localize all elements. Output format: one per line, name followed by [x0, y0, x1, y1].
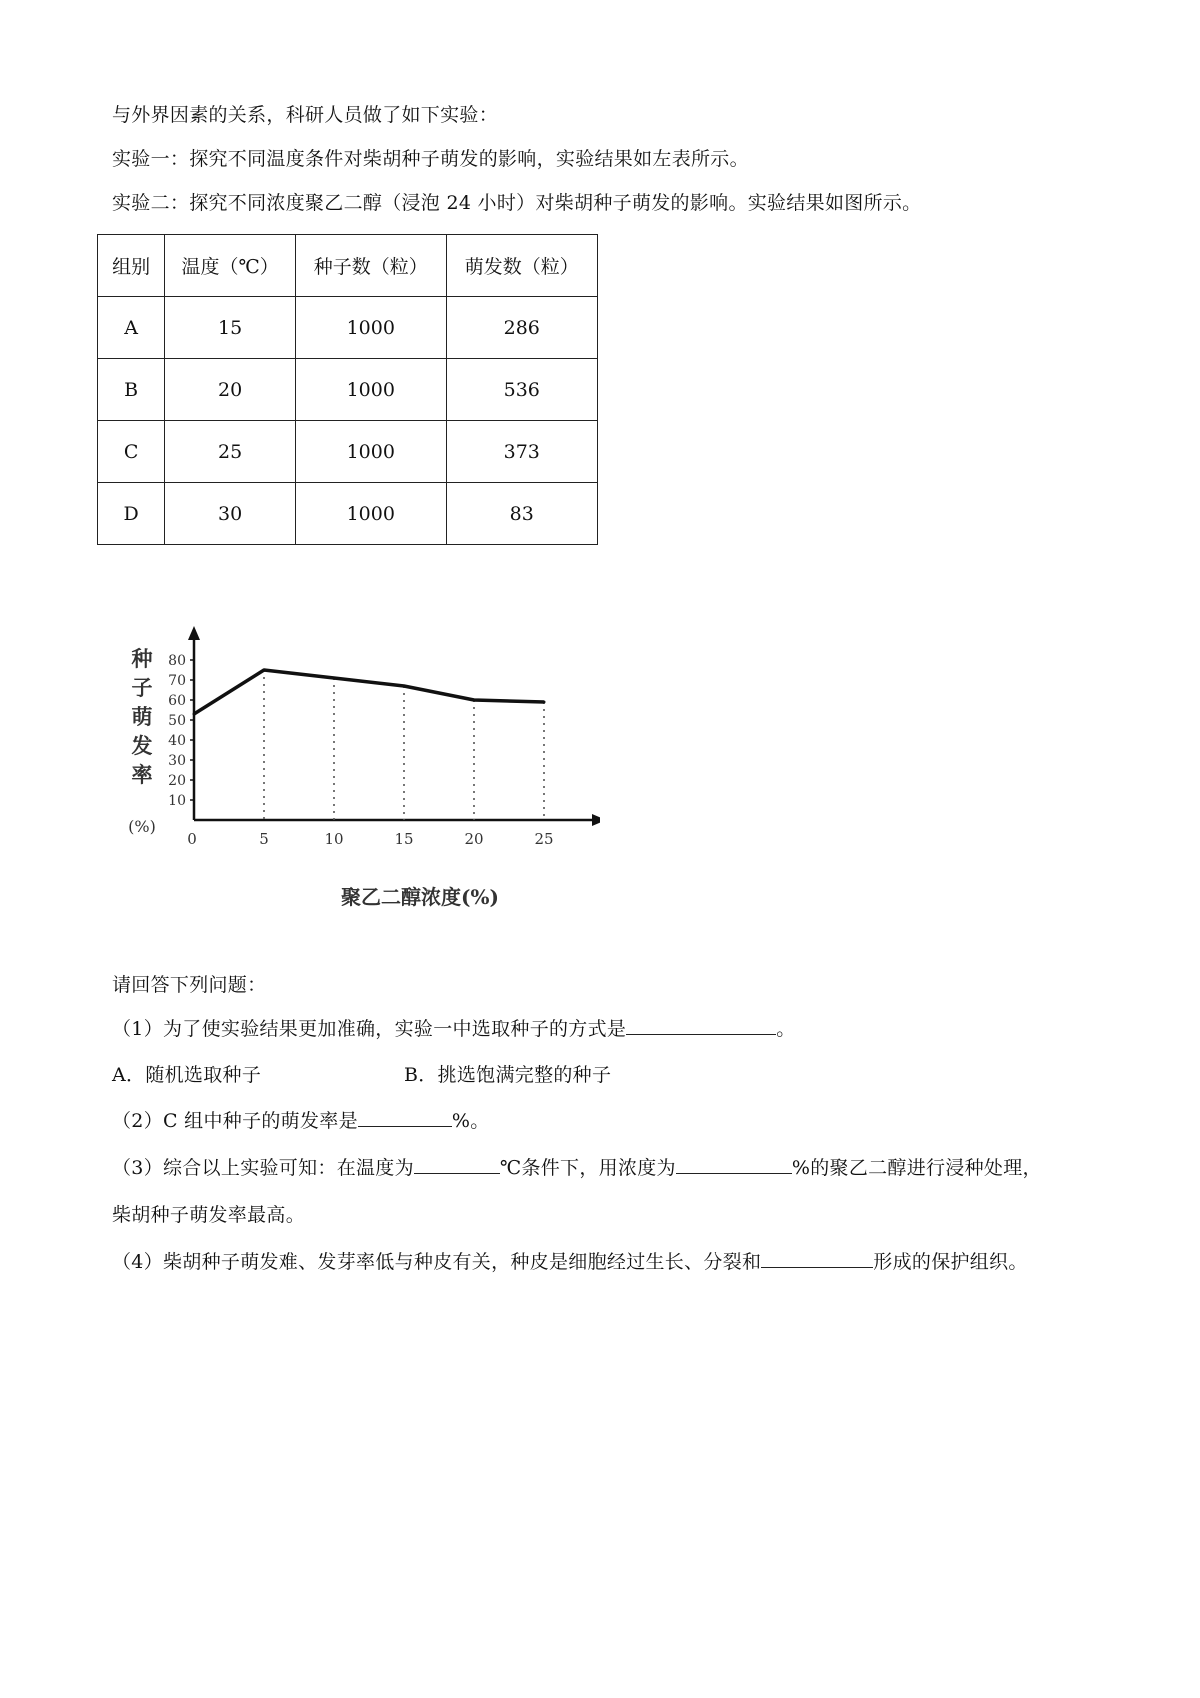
y-axis-label-char: 萌: [131, 704, 153, 729]
answer-blank-2[interactable]: [358, 1108, 452, 1127]
table-cell: 1000: [296, 297, 446, 359]
y-tick-label: 60: [168, 693, 186, 709]
table-header-row: [98, 235, 598, 297]
y-axis-label-char: 子: [131, 675, 153, 700]
table-header-cell: 温度（℃）: [165, 235, 296, 297]
y-tick-label: 20: [168, 773, 186, 789]
question-2-end: %。: [451, 1110, 490, 1132]
germination-rate-chart: [110, 620, 600, 920]
table-cell: 1000: [296, 421, 446, 483]
experiment-two-text: 实验二：探究不同浓度聚乙二醇（浸泡 24 小时）对柴胡种子萌发的影响。实验结果如图所示。: [112, 192, 922, 214]
data-point: [473, 699, 476, 702]
answer-blank-3b[interactable]: [676, 1155, 792, 1174]
table-cell: C: [98, 421, 165, 483]
table-row: [98, 359, 598, 421]
experiment-one-text: 实验一：探究不同温度条件对柴胡种子萌发的影响，实验结果如左表所示。: [112, 148, 749, 170]
y-tick-label: 50: [168, 713, 186, 729]
table-row: [98, 297, 598, 359]
option-a: A．随机选取种子: [112, 1064, 262, 1086]
y-axis-arrow: [188, 626, 200, 640]
table-cell: 83: [446, 483, 597, 545]
question-3: [112, 1153, 1042, 1180]
question-3-line-2: 柴胡种子萌发率最高。: [112, 1204, 306, 1226]
option-b: B．挑选饱满完整的种子: [404, 1064, 612, 1086]
question-4-text-a: （4）柴胡种子萌发难、发芽率低与种皮有关，种皮是细胞经过生长、分裂和: [112, 1251, 762, 1273]
question-4-text-b: 形成的保护组织。: [873, 1251, 1028, 1273]
intro-line: 与外界因素的关系，科研人员做了如下实验：: [112, 104, 499, 126]
answer-blank-1[interactable]: [626, 1016, 776, 1035]
table-header-cell: 萌发数（粒）: [446, 235, 597, 297]
data-point: [333, 677, 336, 680]
table-cell: 286: [446, 297, 597, 359]
y-tick-label: 30: [168, 753, 186, 769]
table-cell: 20: [165, 359, 296, 421]
table-cell: 373: [446, 421, 597, 483]
origin-label: 0: [187, 830, 197, 848]
data-point: [263, 669, 266, 672]
table-cell: D: [98, 483, 165, 545]
series-line: [194, 670, 544, 714]
x-tick-label: 15: [394, 830, 414, 848]
table-cell: 1000: [296, 359, 446, 421]
y-axis-unit: (%): [128, 817, 156, 836]
x-tick-label: 25: [534, 830, 554, 848]
table-cell: 15: [165, 297, 296, 359]
x-axis-arrow: [592, 814, 600, 826]
question-1-text: （1）为了使实验结果更加准确，实验一中选取种子的方式是: [112, 1018, 627, 1040]
question-2-text: （2）C 组中种子的萌发率是: [112, 1110, 358, 1132]
y-tick-label: 10: [168, 793, 186, 809]
question-3-text-a: （3）综合以上实验可知：在温度为: [112, 1157, 414, 1179]
question-3-text-b: ℃条件下，用浓度为: [499, 1157, 676, 1179]
data-point: [543, 701, 546, 704]
y-axis-label-char: 种: [131, 646, 153, 671]
table-cell: 30: [165, 483, 296, 545]
table-cell: 536: [446, 359, 597, 421]
table-cell: 25: [165, 421, 296, 483]
question-2: [112, 1106, 490, 1133]
x-tick-label: 10: [324, 830, 344, 848]
question-1-end: 。: [776, 1018, 796, 1040]
y-tick-label: 40: [168, 733, 186, 749]
y-tick-label: 80: [168, 653, 186, 669]
question-1: [112, 1014, 796, 1041]
x-axis-label: 聚乙二醇浓度(%): [341, 885, 499, 909]
x-tick-label: 5: [259, 830, 269, 848]
table-cell: B: [98, 359, 165, 421]
table-header-cell: 组别: [98, 235, 165, 297]
y-axis-label-char: 发: [131, 733, 153, 758]
data-point: [193, 713, 196, 716]
question-4: [112, 1247, 1028, 1274]
chart-svg: [110, 620, 600, 920]
table-cell: 1000: [296, 483, 446, 545]
question-1-options: [112, 1060, 611, 1087]
answer-blank-4[interactable]: [761, 1249, 873, 1268]
data-point: [403, 685, 406, 688]
question-3-text-c: %的聚乙二醇进行浸种处理，: [791, 1157, 1042, 1179]
table-row: [98, 483, 598, 545]
table-header-cell: 种子数（粒）: [296, 235, 446, 297]
table-row: [98, 421, 598, 483]
y-axis-label-char: 率: [131, 762, 153, 787]
x-tick-label: 20: [464, 830, 484, 848]
y-tick-label: 70: [168, 673, 186, 689]
answer-blank-3a[interactable]: [414, 1155, 500, 1174]
temperature-results-table: [97, 234, 598, 545]
questions-prompt: 请回答下列问题：: [112, 974, 267, 996]
table-cell: A: [98, 297, 165, 359]
